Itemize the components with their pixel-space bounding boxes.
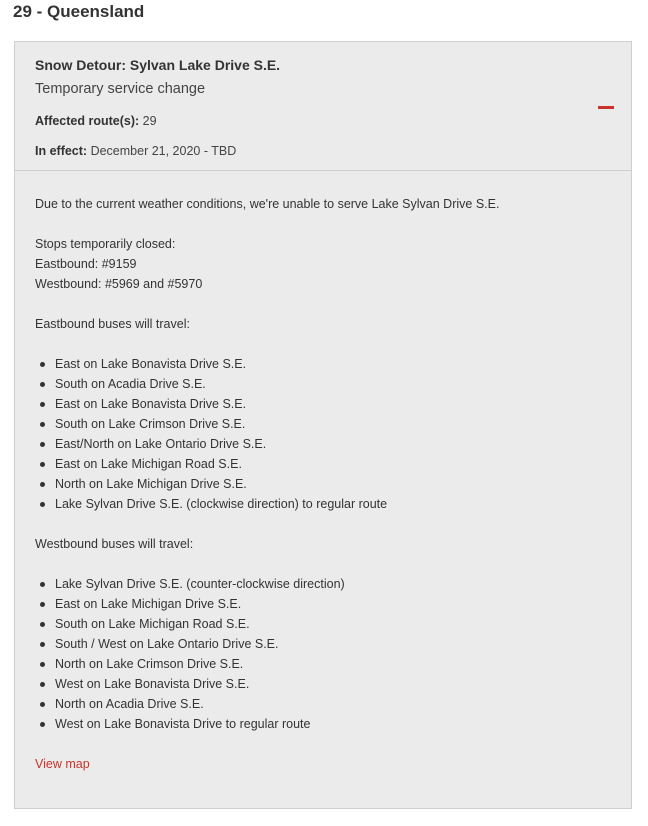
westbound-steps-list — [35, 574, 615, 734]
list-item: North on Lake Crimson Drive S.E. — [55, 654, 615, 674]
intro-text: Due to the current weather conditions, we're unable to serve Lake Sylvan Drive S.E. — [35, 197, 500, 211]
collapse-toggle-button[interactable] — [598, 104, 614, 116]
list-item: East on Lake Michigan Road S.E. — [55, 454, 615, 474]
stops-closed-heading: Stops temporarily closed: — [35, 237, 176, 251]
list-item: South / West on Lake Ontario Drive S.E. — [55, 634, 615, 654]
in-effect-label: In effect: — [35, 144, 88, 158]
list-item: South on Lake Michigan Road S.E. — [55, 614, 615, 634]
view-map-link[interactable]: View map — [35, 757, 90, 771]
list-item: East on Lake Bonavista Drive S.E. — [55, 394, 615, 414]
minus-icon — [598, 106, 614, 109]
list-item: Lake Sylvan Drive S.E. (counter-clockwise direction) — [55, 574, 615, 594]
alert-title: Snow Detour: Sylvan Lake Drive S.E. — [35, 57, 281, 73]
list-item: North on Acadia Drive S.E. — [55, 694, 615, 714]
alert-subtitle: Temporary service change — [35, 81, 206, 97]
in-effect-value: December 21, 2020 - TBD — [90, 144, 237, 158]
list-item: South on Acadia Drive S.E. — [55, 374, 615, 394]
eastbound-steps-list — [35, 354, 615, 514]
list-item: Lake Sylvan Drive S.E. (clockwise direction) to regular route — [55, 494, 615, 514]
westbound-heading: Westbound buses will travel: — [35, 537, 194, 551]
service-alert-card — [14, 41, 632, 809]
route-heading: 29 - Queensland — [13, 2, 145, 21]
eastbound-stops: Eastbound: #9159 — [35, 257, 137, 271]
alert-header[interactable] — [15, 42, 631, 171]
list-item: East on Lake Michigan Drive S.E. — [55, 594, 615, 614]
list-item: West on Lake Bonavista Drive S.E. — [55, 674, 615, 694]
affected-routes-value: 29 — [142, 114, 157, 128]
eastbound-heading: Eastbound buses will travel: — [35, 317, 190, 331]
westbound-stops: Westbound: #5969 and #5970 — [35, 277, 203, 291]
list-item: East on Lake Bonavista Drive S.E. — [55, 354, 615, 374]
affected-routes — [35, 113, 157, 129]
alert-body — [35, 194, 615, 774]
list-item: West on Lake Bonavista Drive to regular route — [55, 714, 615, 734]
affected-routes-label: Affected route(s): — [35, 114, 140, 128]
list-item: North on Lake Michigan Drive S.E. — [55, 474, 615, 494]
list-item: South on Lake Crimson Drive S.E. — [55, 414, 615, 434]
list-item: East/North on Lake Ontario Drive S.E. — [55, 434, 615, 454]
in-effect — [35, 143, 236, 159]
